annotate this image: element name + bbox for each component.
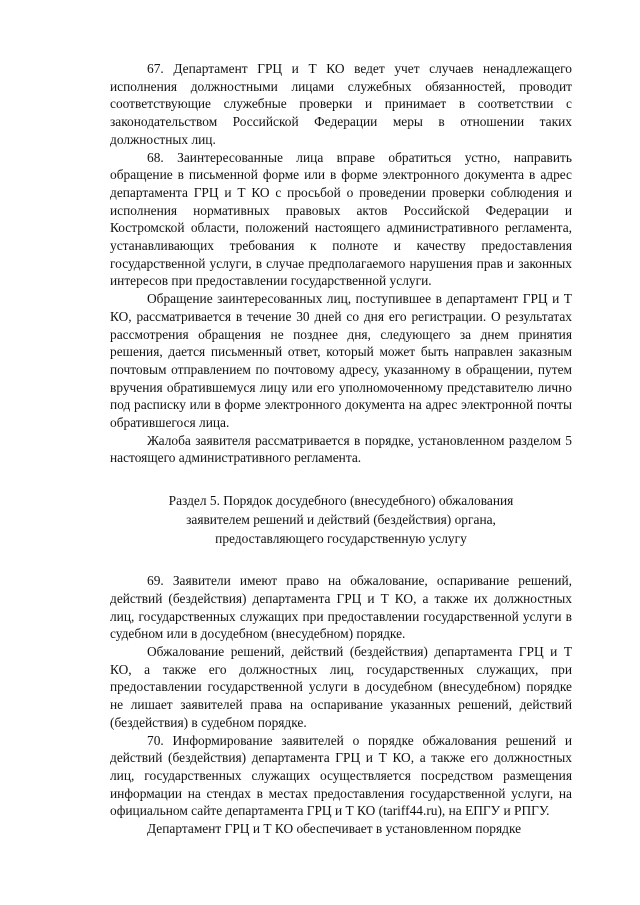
- section-heading-line: предоставляющего государственную услугу: [215, 531, 467, 547]
- document-page: [110, 60, 572, 838]
- section-heading-line: Раздел 5. Порядок досудебного (внесудебного) обжалования: [168, 493, 514, 509]
- section-heading-line: заявителем решений и действий (бездействия) органа,: [186, 512, 496, 528]
- paragraph-69: 69. Заявители имеют право на обжалование, оспаривание решений, действий (бездействия) департамента ГРЦ и Т КО, а также их должностных лиц, государственных служащих при предоставлении государственной услуги в судебном или в досудебном (внесудебном) порядке.: [110, 573, 572, 642]
- paragraph-70: 70. Информирование заявителей о порядке обжалования решений и действий (бездействия) департамента ГРЦ и Т КО, а также его должностных лиц, государственных служащих осуществляется посредством размещения информации на стендах в местах предоставления государственной услуги, на официальном сайте департамента ГРЦ и Т КО (tariff44.ru), на ЕПГУ и РПГУ.: [110, 732, 572, 819]
- paragraph-department-ensures: Департамент ГРЦ и Т КО обеспечивает в установленном порядке: [147, 821, 522, 837]
- paragraph-appeal-review: Обращение заинтересованных лиц, поступившее в департамент ГРЦ и Т КО, рассматривается в течение 30 дней со дня его регистрации. О результатах рассмотрения обращения не позднее дня, следующего за днем принятия решения, дается письменный ответ, который может быть направлен заказным почтовым отправлением по почтовому адресу, указанному в обращении, путем вручения обратившемуся лицу или его уполномоченному представителю лично под расписку или в форме электронного документа на адрес электронной почты обратившегося лица.: [110, 291, 572, 431]
- paragraph-appeal-rights: Обжалование решений, действий (бездействия) департамента ГРЦ и Т КО, а также его должностных лиц, государственных служащих, при предоставлении государственной услуги в досудебном (внесудебном) порядке не лишает заявителей права на оспаривание указанных решений, действий (бездействия) в судебном порядке.: [110, 643, 572, 730]
- section-5-heading: [110, 491, 572, 548]
- paragraph-68: 68. Заинтересованные лица вправе обратиться устно, направить обращение в письменной форме или в форме электронного документа в адрес департамента ГРЦ и Т КО с просьбой о проведении проверки соблюдения и исполнения нормативных правовых актов Российской Федерации и Костромской области, положений настоящего административного регламента, устанавливающих требования к полноте и качеству предоставления государственной услуги, в случае предполагаемого нарушения прав и законных интересов при предоставлении государственной услуги.: [110, 149, 572, 289]
- paragraph-complaint: Жалоба заявителя рассматривается в порядке, установленном разделом 5 настоящего административного регламента.: [110, 432, 572, 466]
- paragraph-67: 67. Департамент ГРЦ и Т КО ведет учет случаев ненадлежащего исполнения должностными лицами служебных обязанностей, проводит соответствующие служебные проверки и принимает в соответствии с законодательством Российской Федерации меры в отношении таких должностных лиц.: [110, 61, 572, 147]
